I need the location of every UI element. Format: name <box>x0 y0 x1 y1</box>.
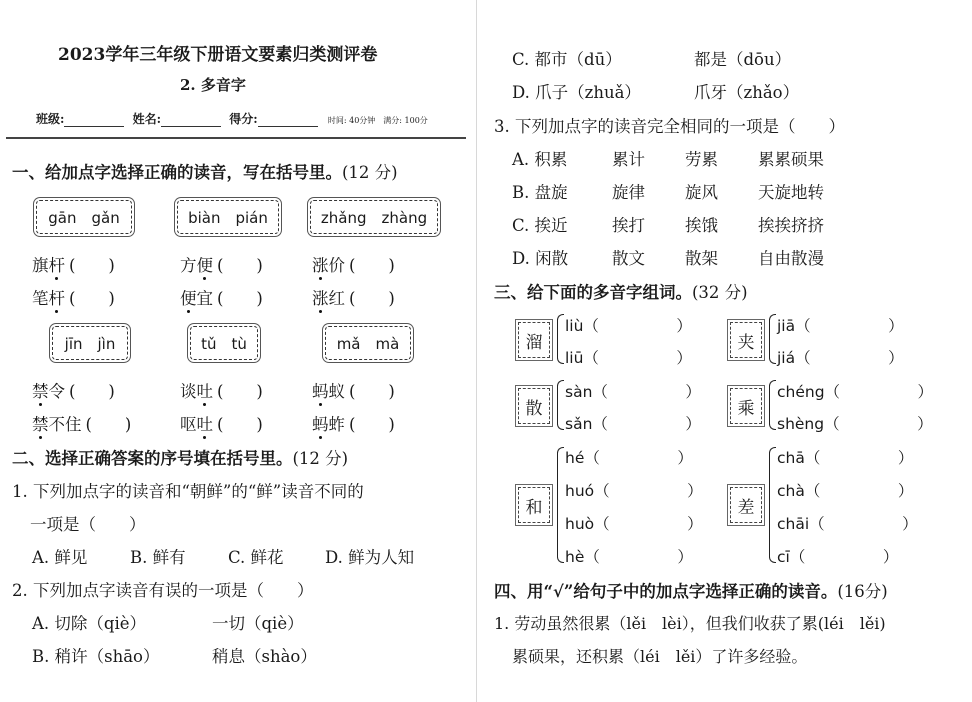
brace-jia <box>769 314 776 364</box>
reading-cha-1[interactable]: chā（ ） <box>777 449 914 467</box>
q3-b-4: 天旋地转 <box>758 183 824 202</box>
q3-b-1[interactable]: B. 盘旋 <box>512 183 568 202</box>
pinyin-box-tu: tǔ tù <box>190 326 258 360</box>
section3-title-text: 三、给下面的多音字组词。 <box>494 283 692 302</box>
reading-san-1[interactable]: sàn（ ） <box>565 383 701 401</box>
q3-a-3: 劳累 <box>685 150 718 169</box>
word-tantu: 谈吐 ( ) <box>180 382 263 401</box>
section4-title <box>494 578 888 602</box>
q1-option-a[interactable]: A. 鲜见 <box>32 548 88 567</box>
reading-cheng-2[interactable]: shèng（ ） <box>777 415 933 433</box>
word-mazha: 蚂蚱 ( ) <box>312 415 395 434</box>
q2-option-c1[interactable]: C. 都市（dū） <box>512 50 622 69</box>
score-blank[interactable] <box>258 114 318 127</box>
q3-a-1[interactable]: A. 积累 <box>512 150 568 169</box>
q2-option-c2: 都是（dōu） <box>694 50 792 69</box>
section2-title-text: 二、选择正确答案的序号填在括号里。 <box>12 449 293 468</box>
pinyin-box-bian: biàn pián <box>177 200 279 234</box>
word-jinbuzhu: 禁不住 ( ) <box>32 415 132 434</box>
section4-line2: 累硕果，还积累（léi lěi）了许多经验。 <box>512 647 808 666</box>
q3-b-3: 旋风 <box>685 183 718 202</box>
q2-option-a1[interactable]: A. 切除（qiè） <box>32 614 147 633</box>
q3-c-3: 挨饿 <box>685 216 718 235</box>
q3-c-1[interactable]: C. 挨近 <box>512 216 568 235</box>
char-box-jia: 夹 <box>730 322 762 358</box>
reading-liu-1[interactable]: liù（ ） <box>565 317 692 335</box>
student-info <box>36 110 428 127</box>
reading-cheng-1[interactable]: chéng（ ） <box>777 383 934 401</box>
section1-title-text: 一、给加点字选择正确的读音，写在括号里。 <box>12 163 342 182</box>
brace-cha <box>769 447 776 563</box>
q3-d-1[interactable]: D. 闲散 <box>512 249 569 268</box>
word-zhanghong: 涨红 ( ) <box>312 289 395 308</box>
word-qigan: 旗杆 ( ) <box>32 256 115 275</box>
q2-option-d1[interactable]: D. 爪子（zhuǎ） <box>512 83 641 102</box>
reading-liu-2[interactable]: liū（ ） <box>565 349 692 367</box>
brace-liu <box>557 314 564 364</box>
brace-he <box>557 447 564 563</box>
word-fangbian: 方便 ( ) <box>180 256 263 275</box>
reading-he-2[interactable]: huó（ ） <box>565 482 703 500</box>
q3-d-3: 散架 <box>685 249 718 268</box>
class-label: 班级: <box>36 112 65 126</box>
q2-stem: 2. 下列加点字读音有误的一项是（ ） <box>12 581 314 600</box>
reading-jia-1[interactable]: jiā（ ） <box>777 317 904 335</box>
pinyin-box-ma: mǎ mà <box>325 326 411 360</box>
pinyin-box-gan: gān gǎn <box>36 200 132 234</box>
time-info: 时间: 40分钟 满分: 100分 <box>327 116 428 125</box>
section3-points: (32 分) <box>692 283 748 302</box>
header-rule <box>6 137 466 139</box>
word-pianyi: 便宜 ( ) <box>180 289 263 308</box>
q3-stem: 3. 下列加点字的读音完全相同的一项是（ ） <box>494 117 845 136</box>
name-blank[interactable] <box>161 114 221 127</box>
page-title: 2023学年三年级下册语文要素归类测评卷 <box>58 45 378 65</box>
reading-cha-3[interactable]: chāi（ ） <box>777 515 918 533</box>
char-box-cheng: 乘 <box>730 388 762 424</box>
reading-he-1[interactable]: hé（ ） <box>565 449 693 467</box>
q3-c-4: 挨挨挤挤 <box>758 216 824 235</box>
q1-option-c[interactable]: C. 鲜花 <box>228 548 284 567</box>
q3-a-4: 累累硕果 <box>758 150 824 169</box>
q1-line2: 一项是（ ） <box>30 515 146 534</box>
pinyin-box-zhang: zhǎng zhàng <box>310 200 438 234</box>
page-subtitle: 2. 多音字 <box>180 76 246 94</box>
section2-points: (12 分) <box>292 449 349 468</box>
brace-san <box>557 380 564 430</box>
section1-points: (12 分) <box>342 163 398 182</box>
q2-option-b2: 稍息（shào） <box>212 647 317 666</box>
q3-b-2: 旋律 <box>612 183 645 202</box>
pinyin-box-jin: jīn jìn <box>52 326 128 360</box>
word-bigan: 笔杆 ( ) <box>32 289 115 308</box>
section2-title <box>12 445 348 469</box>
page-divider <box>476 0 477 702</box>
section1-title <box>12 159 398 183</box>
q1-option-b[interactable]: B. 鲜有 <box>130 548 186 567</box>
q2-option-d2: 爪牙（zhǎo） <box>694 83 800 102</box>
section4-points: (16分) <box>837 582 888 601</box>
brace-cheng <box>769 380 776 430</box>
reading-he-3[interactable]: huò（ ） <box>565 515 703 533</box>
section3-title <box>494 279 748 303</box>
class-blank[interactable] <box>64 114 124 127</box>
name-label: 姓名: <box>132 112 162 126</box>
char-box-cha: 差 <box>730 487 762 523</box>
q3-d-4: 自由散漫 <box>758 249 824 268</box>
q3-d-2: 散文 <box>612 249 645 268</box>
reading-cha-4[interactable]: cī（ ） <box>777 548 899 566</box>
q2-option-a2: 一切（qiè） <box>212 614 304 633</box>
word-zhangjia: 涨价 ( ) <box>312 256 395 275</box>
word-jinling: 禁令 ( ) <box>32 382 115 401</box>
section4-line1: 1. 劳动虽然很累（lěi lèi），但我们收获了累(léi lěi) <box>494 614 886 633</box>
q3-a-2: 累计 <box>612 150 645 169</box>
reading-san-2[interactable]: sǎn（ ） <box>565 415 701 433</box>
char-box-he: 和 <box>518 487 550 523</box>
reading-jia-2[interactable]: jiá（ ） <box>777 349 904 367</box>
reading-cha-2[interactable]: chà（ ） <box>777 482 914 500</box>
q3-c-2: 挨打 <box>612 216 645 235</box>
q2-option-b1[interactable]: B. 稍许（shāo） <box>32 647 160 666</box>
char-box-liu: 溜 <box>518 322 550 358</box>
q1-line1: 1. 下列加点字的读音和“朝鲜”的“鲜”读音不同的 <box>12 482 364 501</box>
word-mayi: 蚂蚁 ( ) <box>312 382 395 401</box>
char-box-san: 散 <box>518 388 550 424</box>
section4-title-text: 四、用“√”给句子中的加点字选择正确的读音。 <box>494 582 838 601</box>
q1-option-d[interactable]: D. 鲜为人知 <box>325 548 415 567</box>
reading-he-4[interactable]: hè（ ） <box>565 548 693 566</box>
word-outu: 呕吐 ( ) <box>180 415 263 434</box>
score-label: 得分: <box>229 112 258 126</box>
